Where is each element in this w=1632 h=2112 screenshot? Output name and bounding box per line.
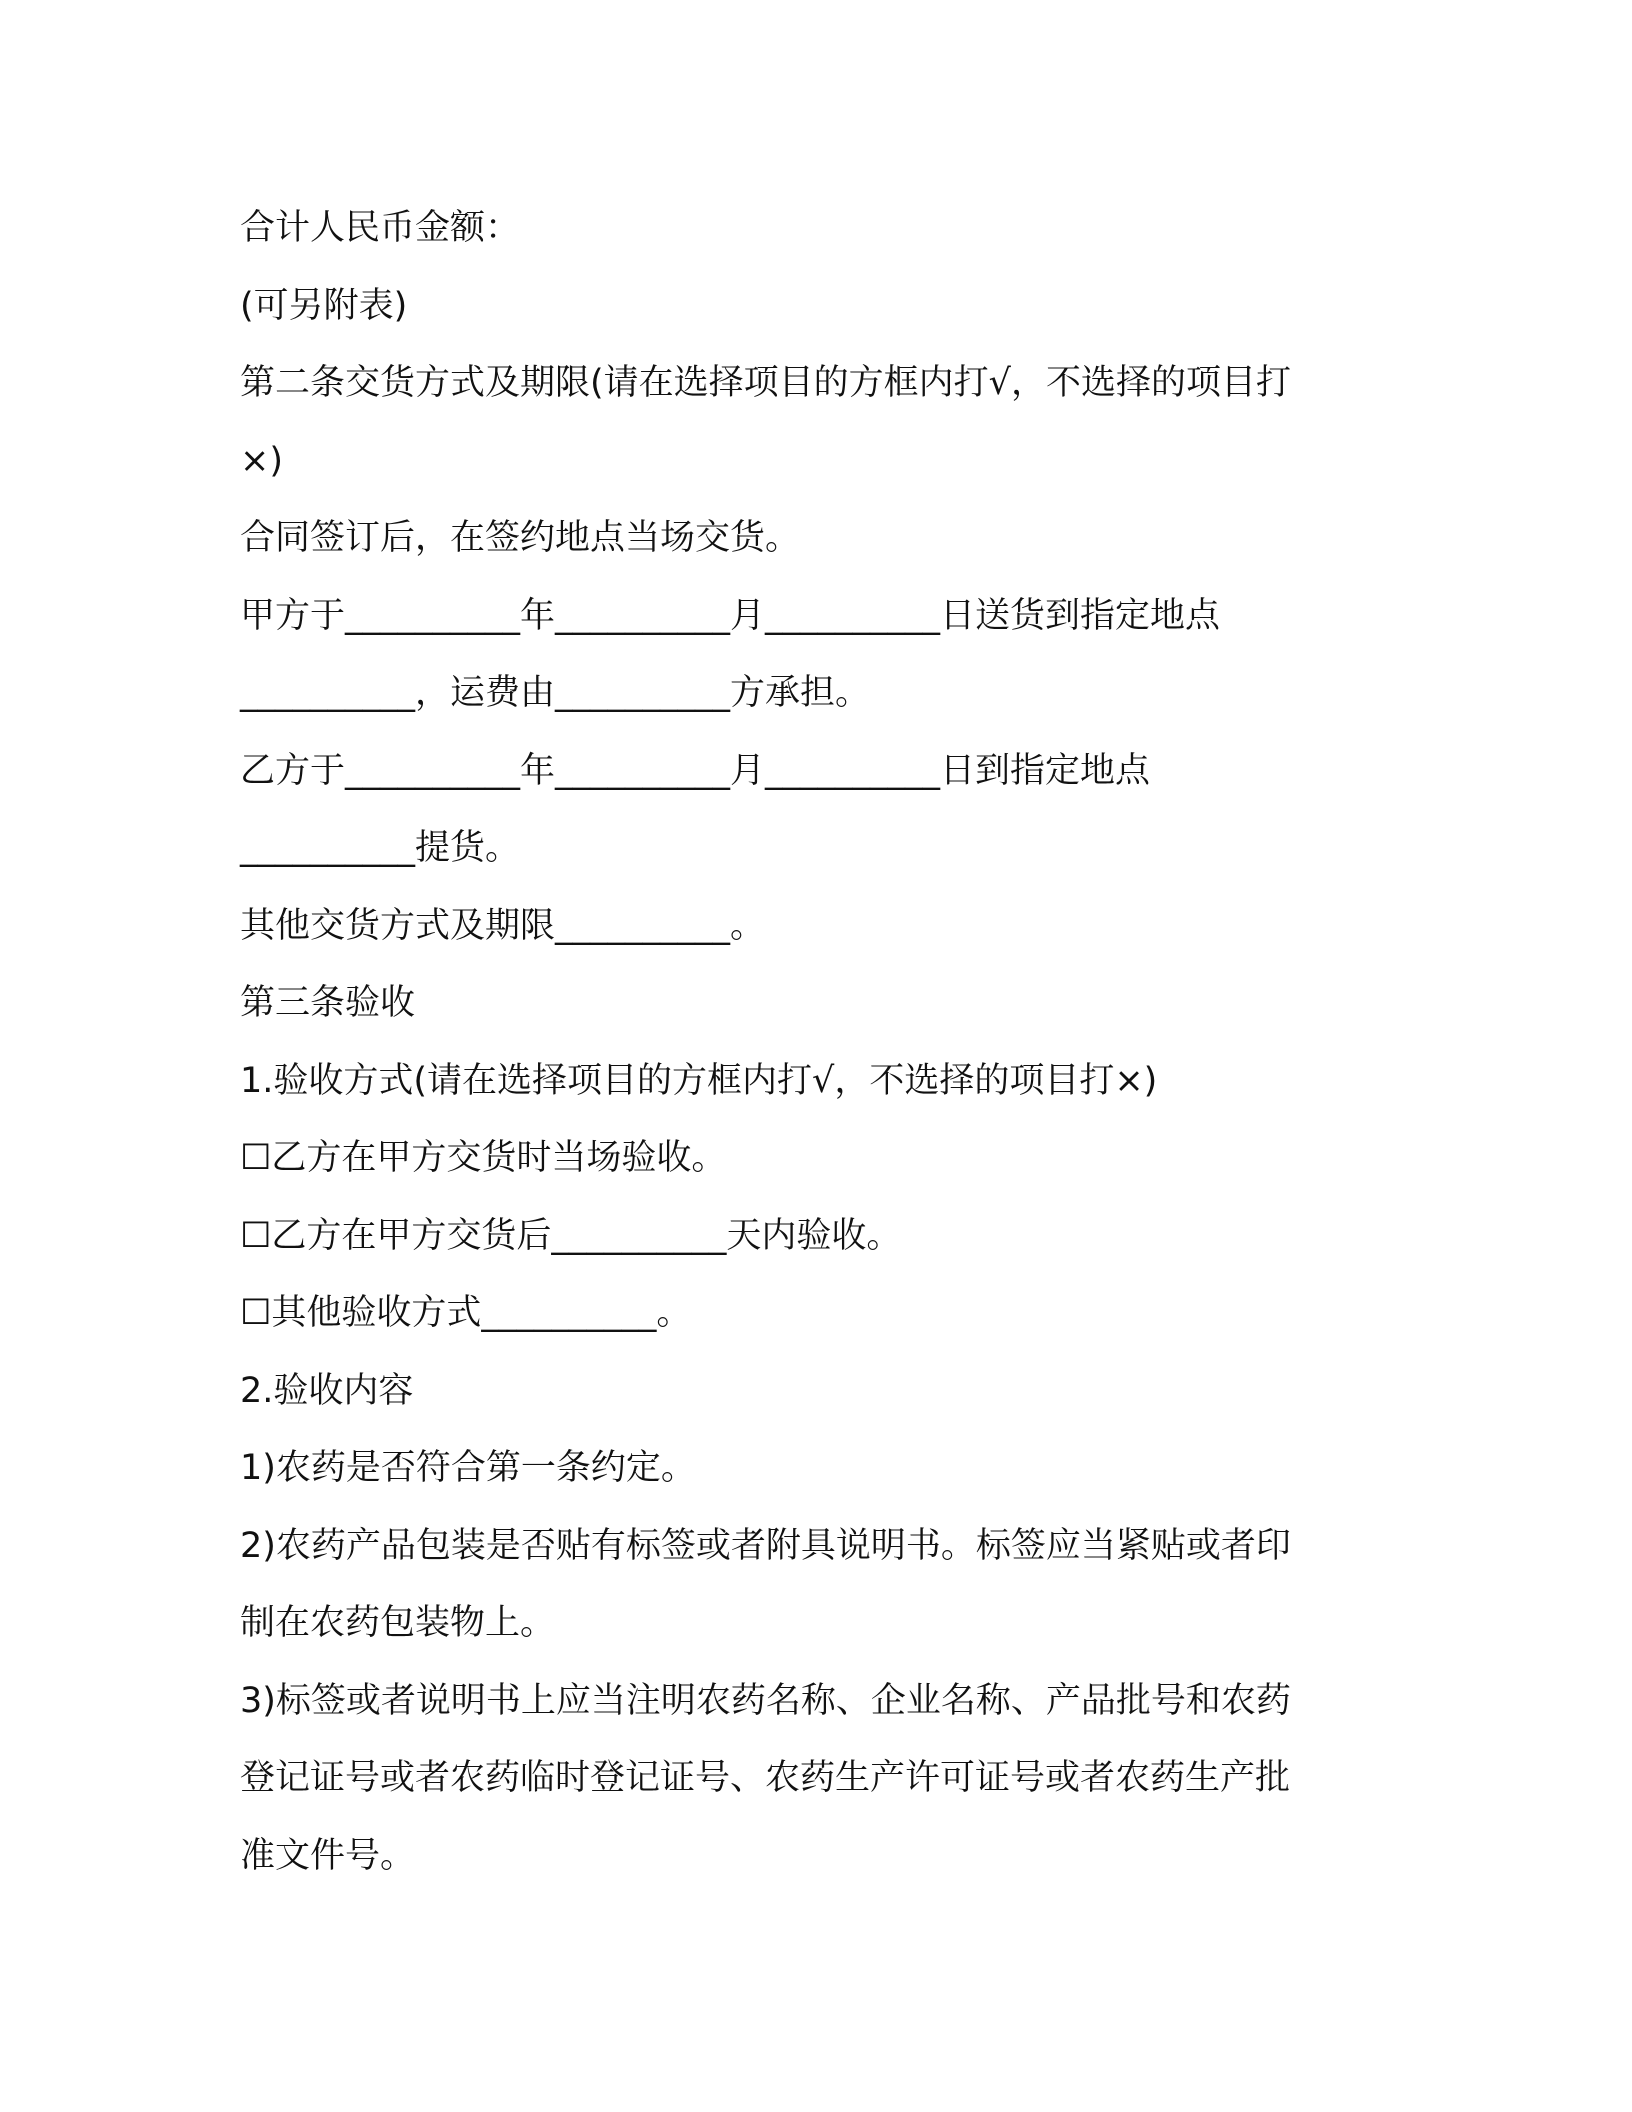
inspection-item-2: 2)农药产品包装是否贴有标签或者附具说明书。标签应当紧贴或者印 — [240, 1525, 1291, 1566]
other-delivery: 其他交货方式及期限__________。 — [240, 905, 766, 946]
inspection-option-onsite: ☐乙方在甲方交货时当场验收。 — [240, 1138, 727, 1178]
article-2-heading-cont: ×) — [240, 440, 283, 481]
article-3-heading: 第三条验收 — [240, 983, 416, 1023]
inspection-option-days: ☐乙方在甲方交货后__________天内验收。 — [240, 1215, 902, 1256]
inspection-item-3-cont: 登记证号或者农药临时登记证号、农药生产许可证号或者农药生产批 — [240, 1758, 1291, 1798]
inspection-content-heading: 2.验收内容 — [240, 1370, 414, 1411]
document-body — [240, 190, 1400, 1895]
party-b-pickup-cont: __________提货。 — [240, 828, 521, 868]
inspection-item-2-cont: 制在农药包装物上。 — [240, 1603, 556, 1643]
article-2-heading: 第二条交货方式及期限(请在选择项目的方框内打√，不选择的项目打 — [240, 363, 1291, 403]
inspection-option-other: ☐其他验收方式__________。 — [240, 1293, 692, 1333]
delivery-onsite: 合同签订后，在签约地点当场交货。 — [240, 518, 801, 558]
total-amount-line: 合计人民币金额： — [240, 208, 521, 248]
inspection-method-heading: 1.验收方式(请在选择项目的方框内打√，不选择的项目打×) — [240, 1060, 1158, 1101]
party-b-pickup: 乙方于__________年__________月__________日到指定地点 — [240, 750, 1151, 791]
party-a-delivery: 甲方于__________年__________月__________日送货到指定地点 — [240, 595, 1221, 636]
inspection-item-3-cont-2: 准文件号。 — [240, 1835, 416, 1876]
party-a-delivery-cont: __________，运费由__________方承担。 — [240, 673, 871, 713]
attachment-note: (可另附表) — [240, 285, 408, 326]
inspection-item-3: 3)标签或者说明书上应当注明农药名称、企业名称、产品批号和农药 — [240, 1680, 1291, 1721]
inspection-item-1: 1)农药是否符合第一条约定。 — [240, 1448, 696, 1488]
